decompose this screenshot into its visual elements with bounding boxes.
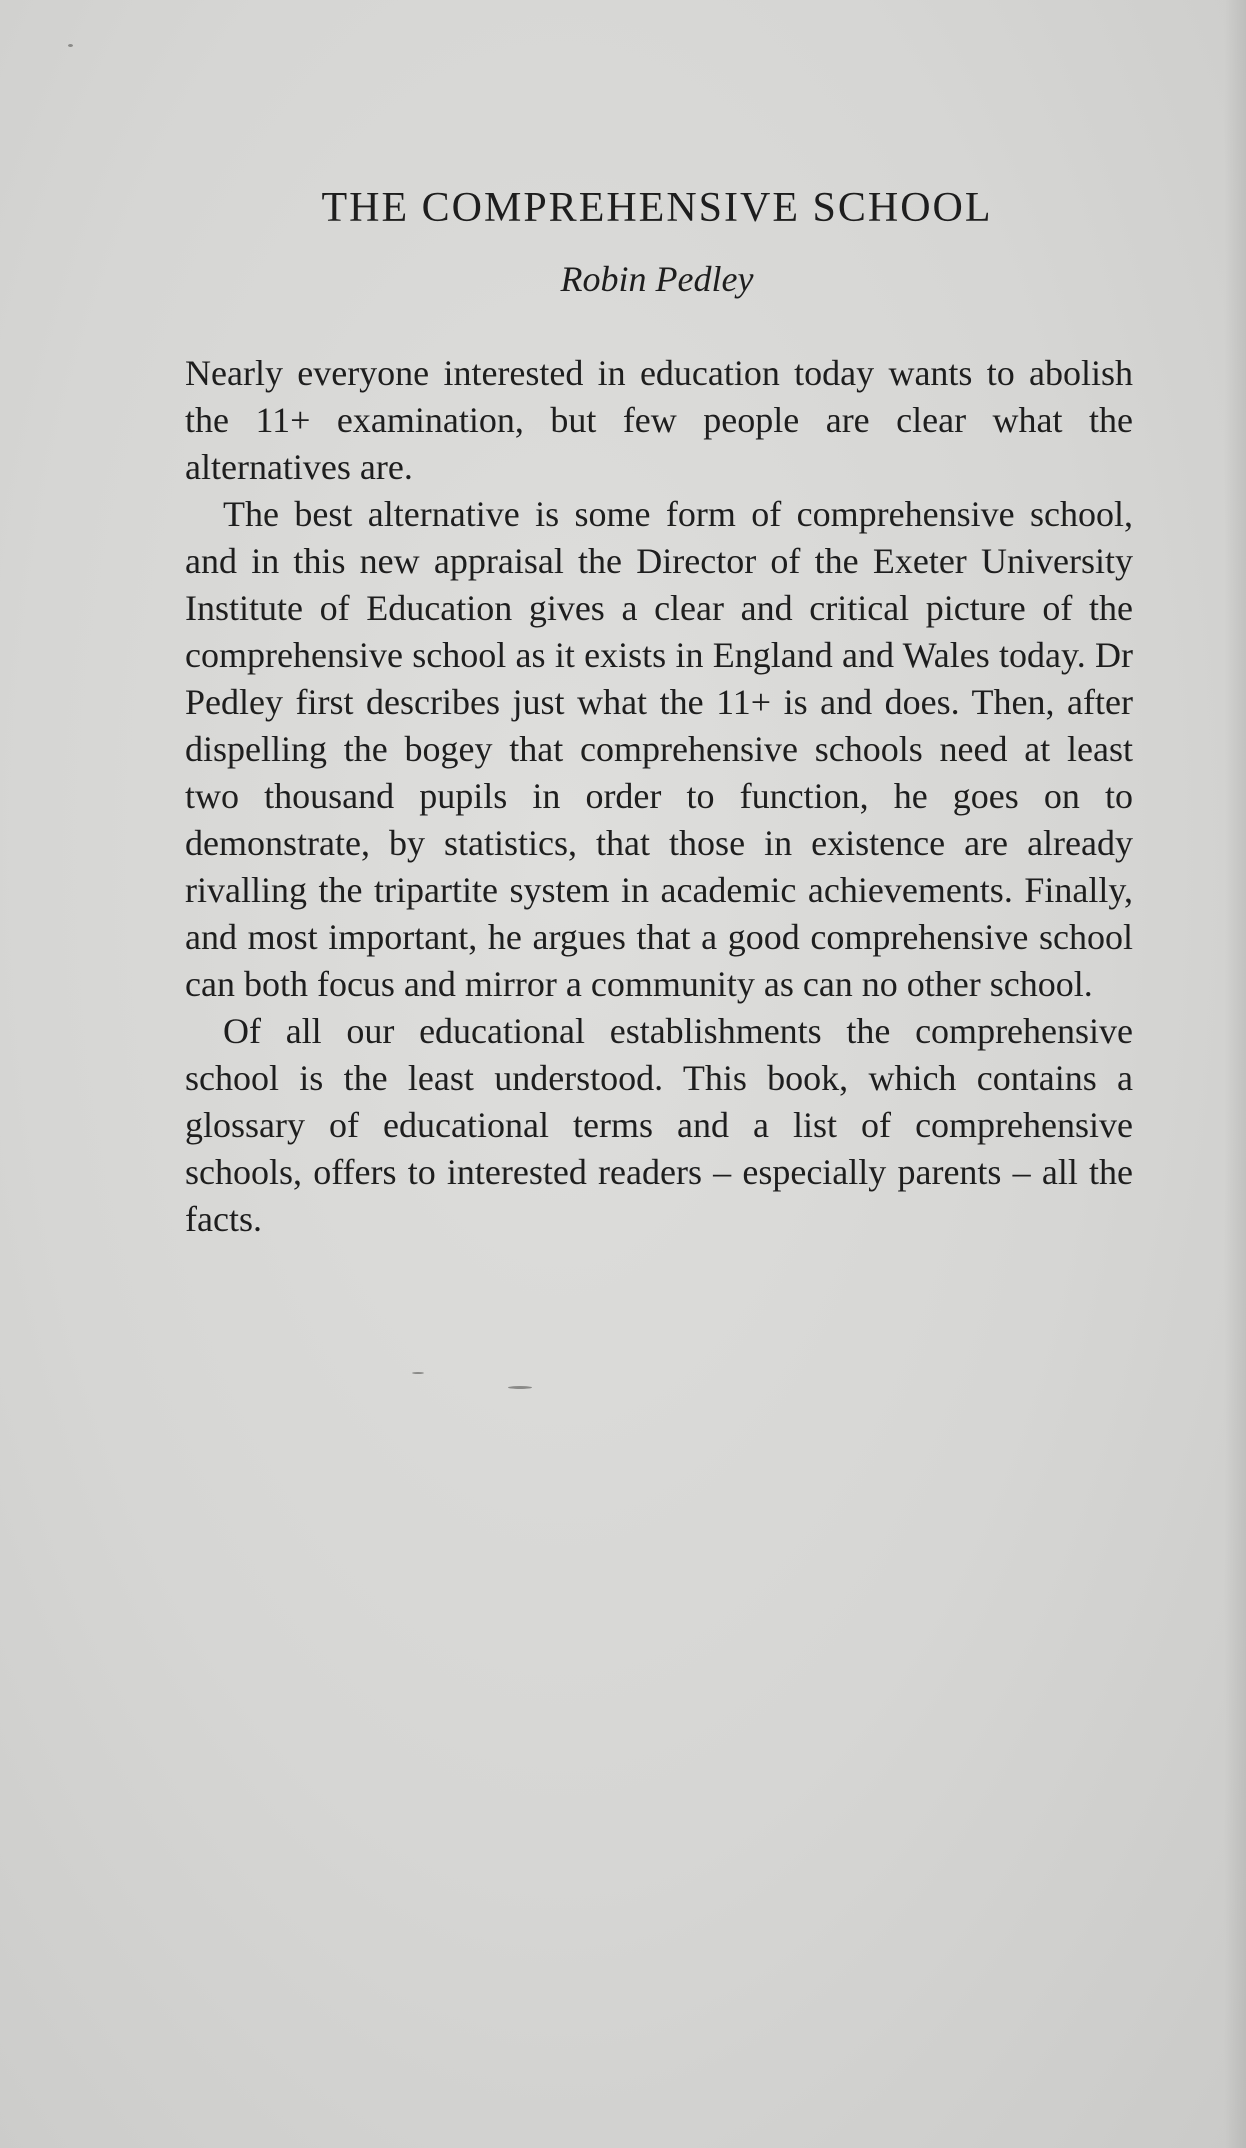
print-speck xyxy=(68,44,73,47)
blurb-paragraph: Of all our educational establishments the comprehensive school is the least understood. This book, which contains a glossary of educational terms and a list of comprehensive schools, offers to interested readers – especially parents – all the facts. xyxy=(185,1011,1133,1239)
book-author: Robin Pedley xyxy=(560,259,754,299)
blurb-paragraph: The best alternative is some form of comprehensive school, and in this new appraisal the Director of the Exeter University Institute of Education gives a clear and critical picture of the comprehensive school as it exists in England and Wales today. Dr Pedley first describes just what the 11+ is and does. Then, after dispelling the bogey that comprehensive schools need at least two thousand pupils in order to function, he goes on to demonstrate, by statistics, that those in existence are already rivalling the tripartite system in academic achievements. Finally, and most important, he argues that a good comprehensive school can both focus and mirror a community as can no other school. xyxy=(185,494,1133,1004)
book-title: THE COMPREHENSIVE SCHOOL xyxy=(321,185,993,231)
blurb-paragraph: Nearly everyone interested in education today wants to abolish the 11+ examination, but few people are clear what the alternatives are. xyxy=(185,353,1133,487)
page-edge-shadow xyxy=(1224,0,1246,2148)
print-speck xyxy=(508,1386,532,1389)
blurb-text xyxy=(185,350,1133,1243)
print-speck xyxy=(412,1372,424,1374)
